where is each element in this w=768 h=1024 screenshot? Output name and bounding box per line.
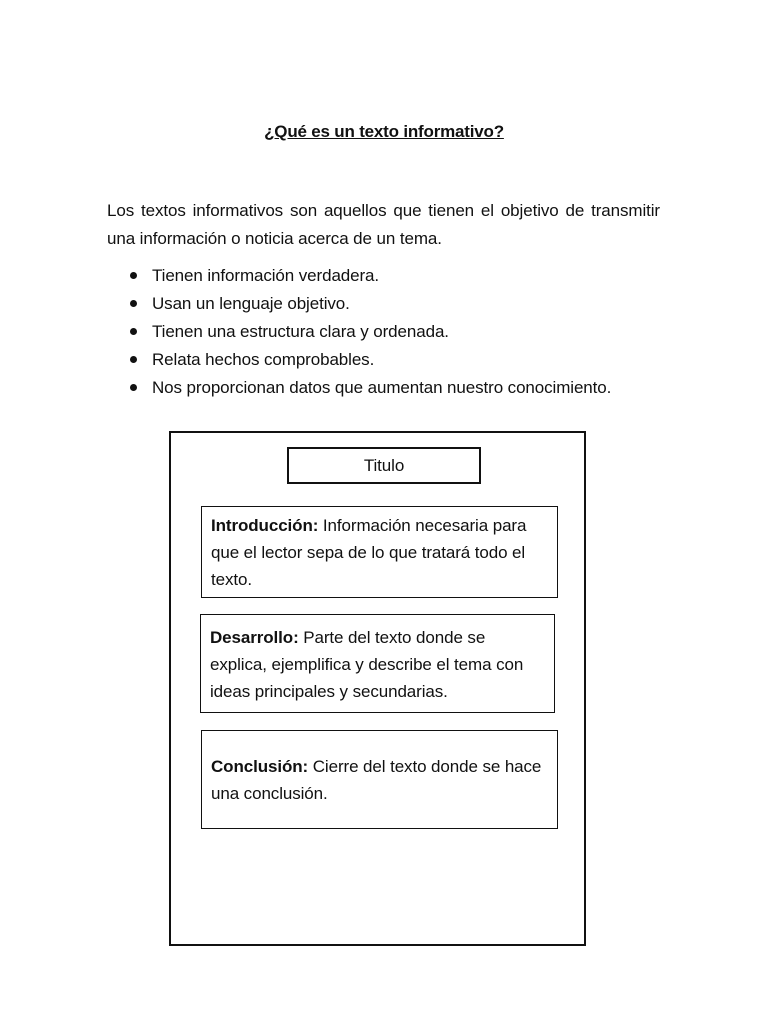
desarrollo-term: Desarrollo:: [210, 628, 299, 647]
bullet-icon: [130, 300, 137, 307]
list-item-text: Relata hechos comprobables.: [152, 350, 375, 369]
characteristics-list: [107, 262, 707, 402]
list-item: [107, 262, 707, 290]
list-item-text: Tienen una estructura clara y ordenada.: [152, 322, 449, 341]
list-item: [107, 318, 707, 346]
list-item-text: Tienen información verdadera.: [152, 266, 380, 285]
introduccion-text: Información necesaria para que el lector sepa de lo que tratará todo el texto.: [211, 516, 527, 589]
introduccion-box: [201, 506, 558, 598]
introduccion-term: Introducción:: [211, 516, 319, 535]
bullet-icon: [130, 356, 137, 363]
conclusion-box: [201, 730, 558, 829]
desarrollo-text: Parte del texto donde se explica, ejemplifica y describe el tema con ideas principales y secundarias.: [210, 628, 524, 701]
conclusion-term: Conclusión:: [211, 757, 309, 776]
bullet-icon: [130, 384, 137, 391]
intro-paragraph: Los textos informativos son aquellos que tienen el objetivo de transmitir una información o noticia acerca de un tema.: [107, 201, 660, 248]
list-item: [107, 290, 707, 318]
page-title: ¿Qué es un texto informativo?: [264, 122, 504, 141]
conclusion-text: Cierre del texto donde se hace una conclusión.: [211, 757, 542, 803]
list-item: [107, 374, 707, 402]
title-box: Titulo: [287, 447, 481, 484]
bullet-icon: [130, 272, 137, 279]
bullet-icon: [130, 328, 137, 335]
list-item-text: Nos proporcionan datos que aumentan nuestro conocimiento.: [152, 378, 612, 397]
list-item: [107, 346, 707, 374]
list-item-text: Usan un lenguaje objetivo.: [152, 294, 350, 313]
desarrollo-box: [200, 614, 555, 713]
